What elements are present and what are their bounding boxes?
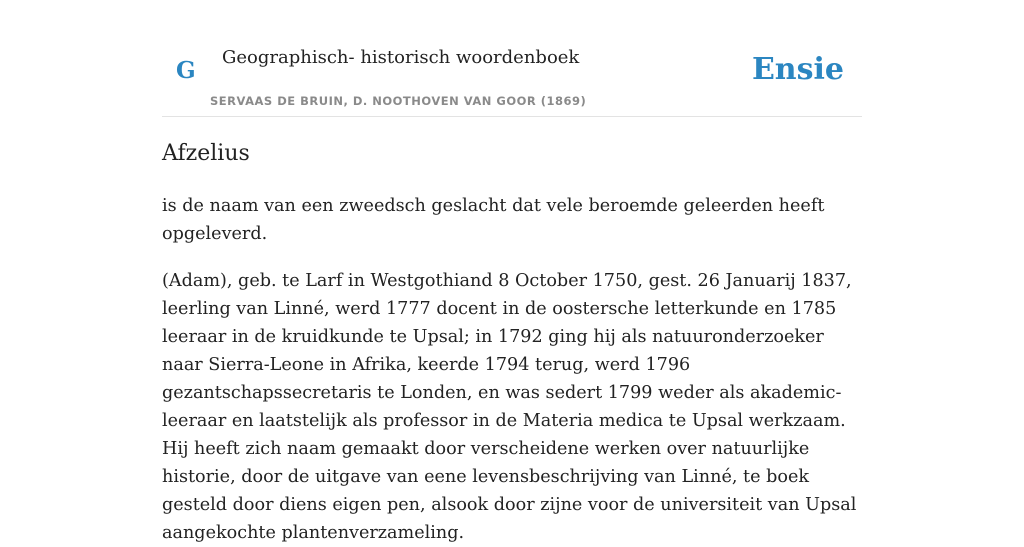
entry-paragraph-adam: (Adam), geb. te Larf in Westgothiand 8 October 1750, gest. 26 Januarij 1837, leerling van Linné, werd 1777 docent in de oostersche letterkunde en 1785 leeraar in de kruidkunde te Upsal; in 1792 ging hij als natuuronderzoeker naar Sierra-Leone in Afrika, keerde 1794 terug, werd 1796 gezantschapssecretaris te Londen, en was sedert 1799 weder als akademic-leeraar en laatstelijk als professor in de Materia medica te Upsal werkzaam. Hij heeft zich naam gemaakt door verscheidene werken over natuurlijke historie, door de uitgave van eene levensbeschrijving van Linné, te boek gesteld door diens eigen pen, alsook door zijne voor de universiteit van Upsal aangekochte plantenverzameling.: [162, 271, 857, 543]
entry-paragraph-intro: is de naam van een zweedsch geslacht dat vele beroemde geleerden heeft opgeleverd.: [162, 196, 825, 244]
ensie-logo[interactable]: Ensie: [751, 52, 844, 87]
book-letter-icon[interactable]: G: [176, 57, 196, 84]
book-title-link[interactable]: Geographisch- historisch woordenboek: [222, 47, 580, 68]
entry-content: [162, 136, 862, 547]
book-authors: SERVAAS DE BRUIN, D. NOOTHOVEN VAN GOOR (1869): [210, 94, 587, 108]
entry-title: Afzelius: [162, 141, 250, 166]
page-header: [162, 0, 862, 117]
